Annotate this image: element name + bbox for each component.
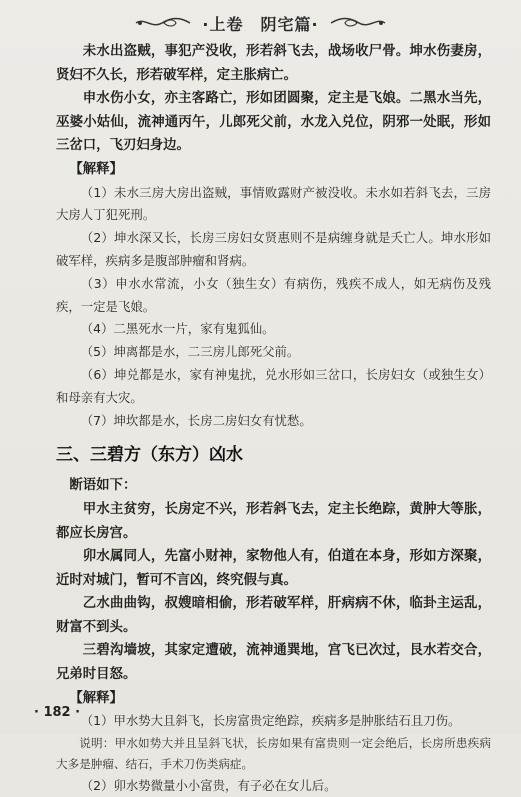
explanation-item: （6）坤兑都是水，家有神鬼扰，兑水形如三岔口，长房妇女（或独生女）和母亲有大灾。 bbox=[56, 366, 491, 405]
verse-paragraph: 卯水属同人，先富小财神，家物他人有，伯道在本身，形如方深聚，近时对城门，暂可不言凶，终究假与真。 bbox=[56, 549, 491, 588]
explanation-label: 【解释】 bbox=[69, 690, 123, 706]
explanation-item: （7）坤坎都是水，长房二房妇女有忧愁。 bbox=[80, 412, 312, 428]
running-header bbox=[0, 10, 521, 36]
left-ornament-icon bbox=[134, 16, 192, 30]
verse-paragraph: 申水伤小女，亦主客路亡，形如团圆聚，定主是飞娘。二黑水当先，巫婆小姑仙，流神通丙午，儿郎死父前，水龙入兑位，阴邪一处眠，形如三岔口，飞刃妇身边。 bbox=[56, 91, 491, 154]
intro-line: 断语如下： bbox=[69, 478, 137, 494]
explanation-note: 说明：甲水如势大并且呈斜飞状，长房如果有富贵则一定会绝后，长房所患疾病大多是肿瘤、结石，手术刀伤类病症。 bbox=[56, 736, 491, 771]
page-body bbox=[56, 40, 491, 797]
verse-paragraph: 三碧沟墙坡，其家定遭破，流神通巽地，宫飞已次过，艮水若交合，兄弟时目怒。 bbox=[56, 643, 491, 683]
explanation-item: （2）坤水深又长，长房三房妇女贤惠则不是病缠身就是夭亡人。坤水形如破军样，疾病多是腹部肿瘤和肾病。 bbox=[56, 230, 491, 268]
explanation-item: （4）二黑死水一片，家有鬼狐仙。 bbox=[80, 321, 275, 337]
explanation-item: （1）未水三房大房出盗贼，事情败露财产被没收。未水如若斜飞去，三房大房人丁犯死刑。 bbox=[56, 184, 491, 223]
verse-paragraph: 甲水主贫穷，长房定不兴，形若斜飞去，定主长绝踪，黄肿大等胀，都应长房宫。 bbox=[56, 501, 491, 541]
explanation-item: （1）甲水势大且斜飞，长房富贵定绝踪，疾病多是肿胀结石且刀伤。 bbox=[80, 713, 461, 729]
section-heading: 三、三碧方（东方）凶水 bbox=[56, 445, 243, 466]
explanation-item: （5）坤离都是水，二三房儿郎死父前。 bbox=[80, 344, 300, 360]
right-ornament-icon bbox=[329, 16, 387, 30]
explanation-item: （3）申水水常流，小女（独生女）有病伤，残疾不成人，如无病伤及残疾，一定是飞娘。 bbox=[56, 275, 491, 314]
explanation-item: （2）卯水势微量小小富贵，有子必在女儿后。 bbox=[80, 777, 337, 793]
explanation-label: 【解释】 bbox=[69, 161, 123, 177]
page-number: · 182 · bbox=[34, 705, 81, 720]
header-title: ·上卷 阴宅篇· bbox=[202, 14, 319, 34]
verse-paragraph: 乙水曲曲钩，叔嫂暗相偷，形若破军样，肝病病不休，临卦主运乱，财富不到头。 bbox=[56, 596, 491, 635]
verse-paragraph: 未水出盗贼，事犯产没收，形若斜飞去，战场收尸骨。坤水伤妻房，贤妇不久长，形若破军样，定主胀病亡。 bbox=[56, 44, 491, 83]
